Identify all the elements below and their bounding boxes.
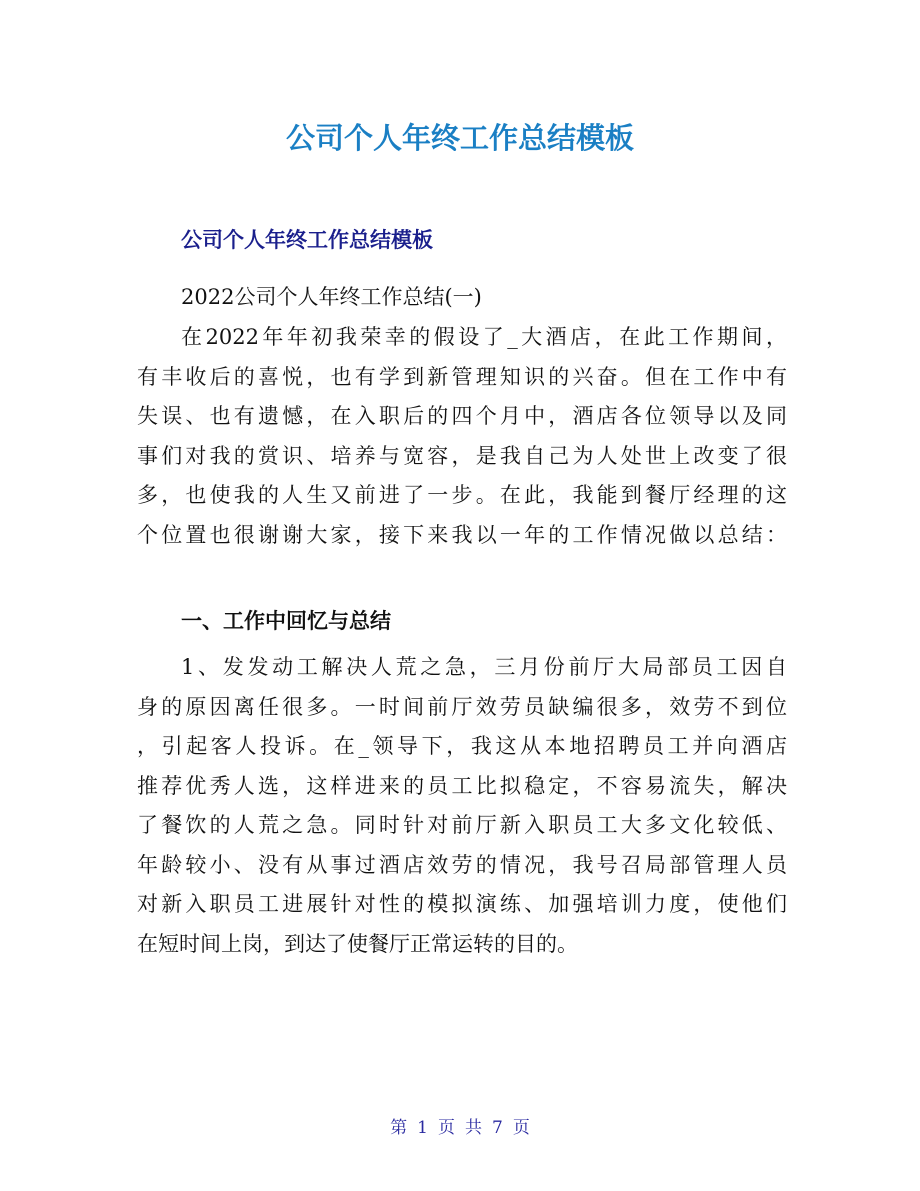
item-line: 推荐优秀人选，这样进来的员工比拟稳定，不容易流失，解决 <box>137 773 787 798</box>
intro-paragraph <box>137 318 787 555</box>
intro-line: 失误、也有遗憾，在入职后的四个月中，酒店各位领导以及同 <box>137 404 787 428</box>
item-line: 对新入职员工进展针对性的模拟演练、加强培训力度，使他们 <box>137 892 787 916</box>
section-heading: 一、工作中回忆与总结 <box>181 609 391 633</box>
item-line: 年龄较小、没有从事过酒店效劳的情况，我号召局部管理人员 <box>137 852 787 877</box>
footer-prefix: 第 <box>390 1118 408 1138</box>
footer-page-current: 1 <box>417 1118 428 1138</box>
intro-line: 事们对我的赏识、培养与宽容，是我自己为人处世上改变了很 <box>137 443 787 468</box>
item-line: 身的原因离任很多。一时间前厅效劳员缺编很多，效劳不到位 <box>137 694 787 719</box>
intro-line: 个位置也很谢谢大家，接下来我以一年的工作情况做以总结： <box>137 522 787 547</box>
footer-mid2: 共 <box>465 1118 482 1138</box>
section-label-block <box>137 278 787 318</box>
item-line: 了餐饮的人荒之急。同时针对前厅新入职员工大多文化较低、 <box>137 813 787 837</box>
document-title: 公司个人年终工作总结模板 <box>285 121 634 155</box>
footer-mid1: 页 <box>438 1118 455 1138</box>
item-line: 在短时间上岗，到达了使餐厅正常运转的目的。 <box>137 931 578 956</box>
section-heading-block <box>137 602 787 642</box>
item-one-paragraph <box>137 648 787 964</box>
item-line: ，引起客人投诉。在_领导下，我这从本地招聘员工并向酒店 <box>137 734 787 758</box>
document-subtitle: 公司个人年终工作总结模板 <box>181 228 433 252</box>
intro-line: 多，也使我的人生又前进了一步。在此，我能到餐厅经理的这 <box>137 483 787 507</box>
item-line: 1、发发动工解决人荒之急，三月份前厅大局部员工因自 <box>181 655 787 679</box>
page-footer <box>0 1113 920 1138</box>
footer-page-total: 7 <box>492 1118 503 1138</box>
intro-line: 在2022年年初我荣幸的假设了_大酒店，在此工作期间， <box>181 325 787 349</box>
intro-line: 有丰收后的喜悦，也有学到新管理知识的兴奋。但在工作中有 <box>137 364 787 389</box>
footer-suffix: 页 <box>512 1118 530 1138</box>
section-label: 2022公司个人年终工作总结(一) <box>181 285 482 309</box>
